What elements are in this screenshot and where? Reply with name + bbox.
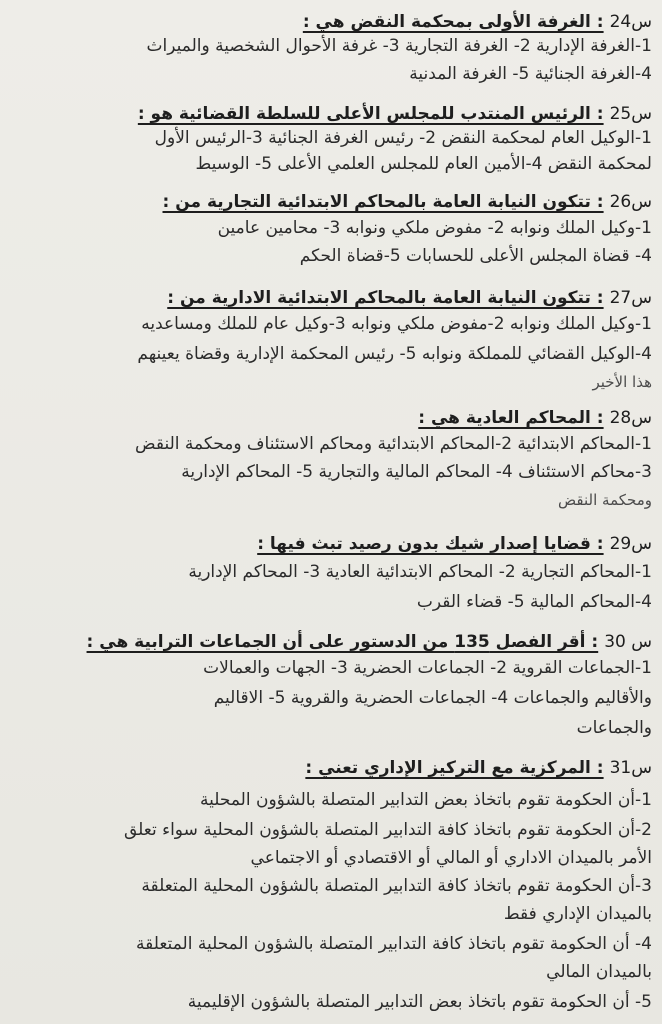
answer-line: 2-أن الحكومة تقوم باتخاذ كافة التدابير المتصلة بالشؤون المحلية سواء تعلق [123, 820, 652, 840]
question-title [10, 630, 652, 654]
answer-line: 1-وكيل الملك ونوابه 2- مفوض ملكي ونوابه 3- محامين عامين [217, 218, 652, 238]
question-number: س28 [609, 408, 652, 428]
question-prompt: : المحاكم العادية هي : [418, 408, 604, 428]
question-title [10, 406, 652, 430]
answer-line: 1-أن الحكومة تقوم باتخاذ بعض التدابير المتصلة بالشؤون المحلية [199, 790, 652, 810]
answer-line: 4-الغرفة الجنائية 5- الغرفة المدنية [409, 64, 652, 84]
answer-line: بالميدان الإداري فقط [503, 904, 652, 924]
answer-line: 1-الجماعات القروية 2- الجماعات الحضرية 3- الجهات والعمالات [203, 658, 652, 678]
question-prompt: : أقر الفصل 135 من الدستور على أن الجماعات الترابية هي : [86, 632, 599, 652]
answer-line: 4- قضاة المجلس الأعلى للحسابات 5-قضاة الحكم [299, 246, 652, 266]
question-number: س 30 [604, 632, 652, 652]
answer-line: بالميدان المالي [546, 962, 652, 982]
answer-line: 1-المحاكم الابتدائية 2-المحاكم الابتدائية ومحاكم الاستئناف ومحكمة النقض [135, 434, 652, 454]
answer-line: 1-وكيل الملك ونوابه 2-مفوض ملكي ونوابه 3-وكيل عام للملك ومساعديه [141, 314, 652, 334]
question-prompt: : الغرفة الأولى بمحكمة النقض هي : [302, 12, 604, 32]
answer-line: 4-الوكيل القضائي للمملكة ونوابه 5- رئيس المحكمة الإدارية وقضاة يعينهم [137, 344, 652, 364]
answer-line: الأمر بالميدان الاداري أو المالي أو الاقتصادي أو الاجتماعي [250, 848, 652, 868]
question-prompt: : تتكون النيابة العامة بالمحاكم الابتدائية التجارية من : [162, 192, 604, 212]
question-number: س26 [609, 192, 652, 212]
question-title [10, 756, 652, 780]
question-number: س29 [609, 534, 652, 554]
question-prompt: : الرئيس المنتدب للمجلس الأعلى للسلطة القضائية هو : [137, 104, 604, 124]
question-title [10, 10, 652, 34]
question-number: س25 [609, 104, 652, 124]
answer-line: 4- أن الحكومة تقوم باتخاذ كافة التدابير المتصلة بالشؤون المحلية المتعلقة [136, 934, 652, 954]
question-prompt: : المركزية مع التركيز الإداري تعني : [305, 758, 604, 778]
question-title [10, 286, 652, 310]
answer-line: والجماعات [576, 718, 652, 738]
question-title [10, 190, 652, 214]
answer-line: لمحكمة النقض 4-الأمين العام للمجلس العلمي الأعلى 5- الوسيط [195, 154, 652, 174]
answer-line: 5- أن الحكومة تقوم باتخاذ بعض التدابير المتصلة بالشؤون الإقليمية [187, 992, 652, 1012]
question-number: س27 [609, 288, 652, 308]
answer-line: والأقاليم والجماعات 4- الجماعات الحضرية والقروية 5- الاقاليم [213, 688, 652, 708]
answer-line: 1-المحاكم التجارية 2- المحاكم الابتدائية العادية 3- المحاكم الإدارية [188, 562, 652, 582]
question-title [10, 102, 652, 126]
question-number: س24 [609, 12, 652, 32]
answer-line: هذا الأخير [592, 373, 652, 391]
answer-line: 3-محاكم الاستئناف 4- المحاكم المالية والتجارية 5- المحاكم الإدارية [181, 462, 652, 482]
answer-line: 3-أن الحكومة تقوم باتخاذ كافة التدابير المتصلة بالشؤون المحلية المتعلقة [141, 876, 652, 896]
question-prompt: : قضايا إصدار شيك بدون رصيد تبث فيها : [257, 534, 604, 554]
answer-line: ومحكمة النقض [558, 491, 652, 509]
question-title [10, 532, 652, 556]
question-prompt: : تتكون النيابة العامة بالمحاكم الابتدائية الادارية من : [167, 288, 604, 308]
answer-line: 4-المحاكم المالية 5- قضاء القرب [416, 592, 652, 612]
answer-line: 1-الوكيل العام لمحكمة النقض 2- رئيس الغرفة الجنائية 3-الرئيس الأول [154, 128, 652, 148]
question-number: س31 [609, 758, 652, 778]
answer-line: 1-الغرفة الإدارية 2- الغرفة التجارية 3- غرفة الأحوال الشخصية والميراث [146, 36, 652, 56]
